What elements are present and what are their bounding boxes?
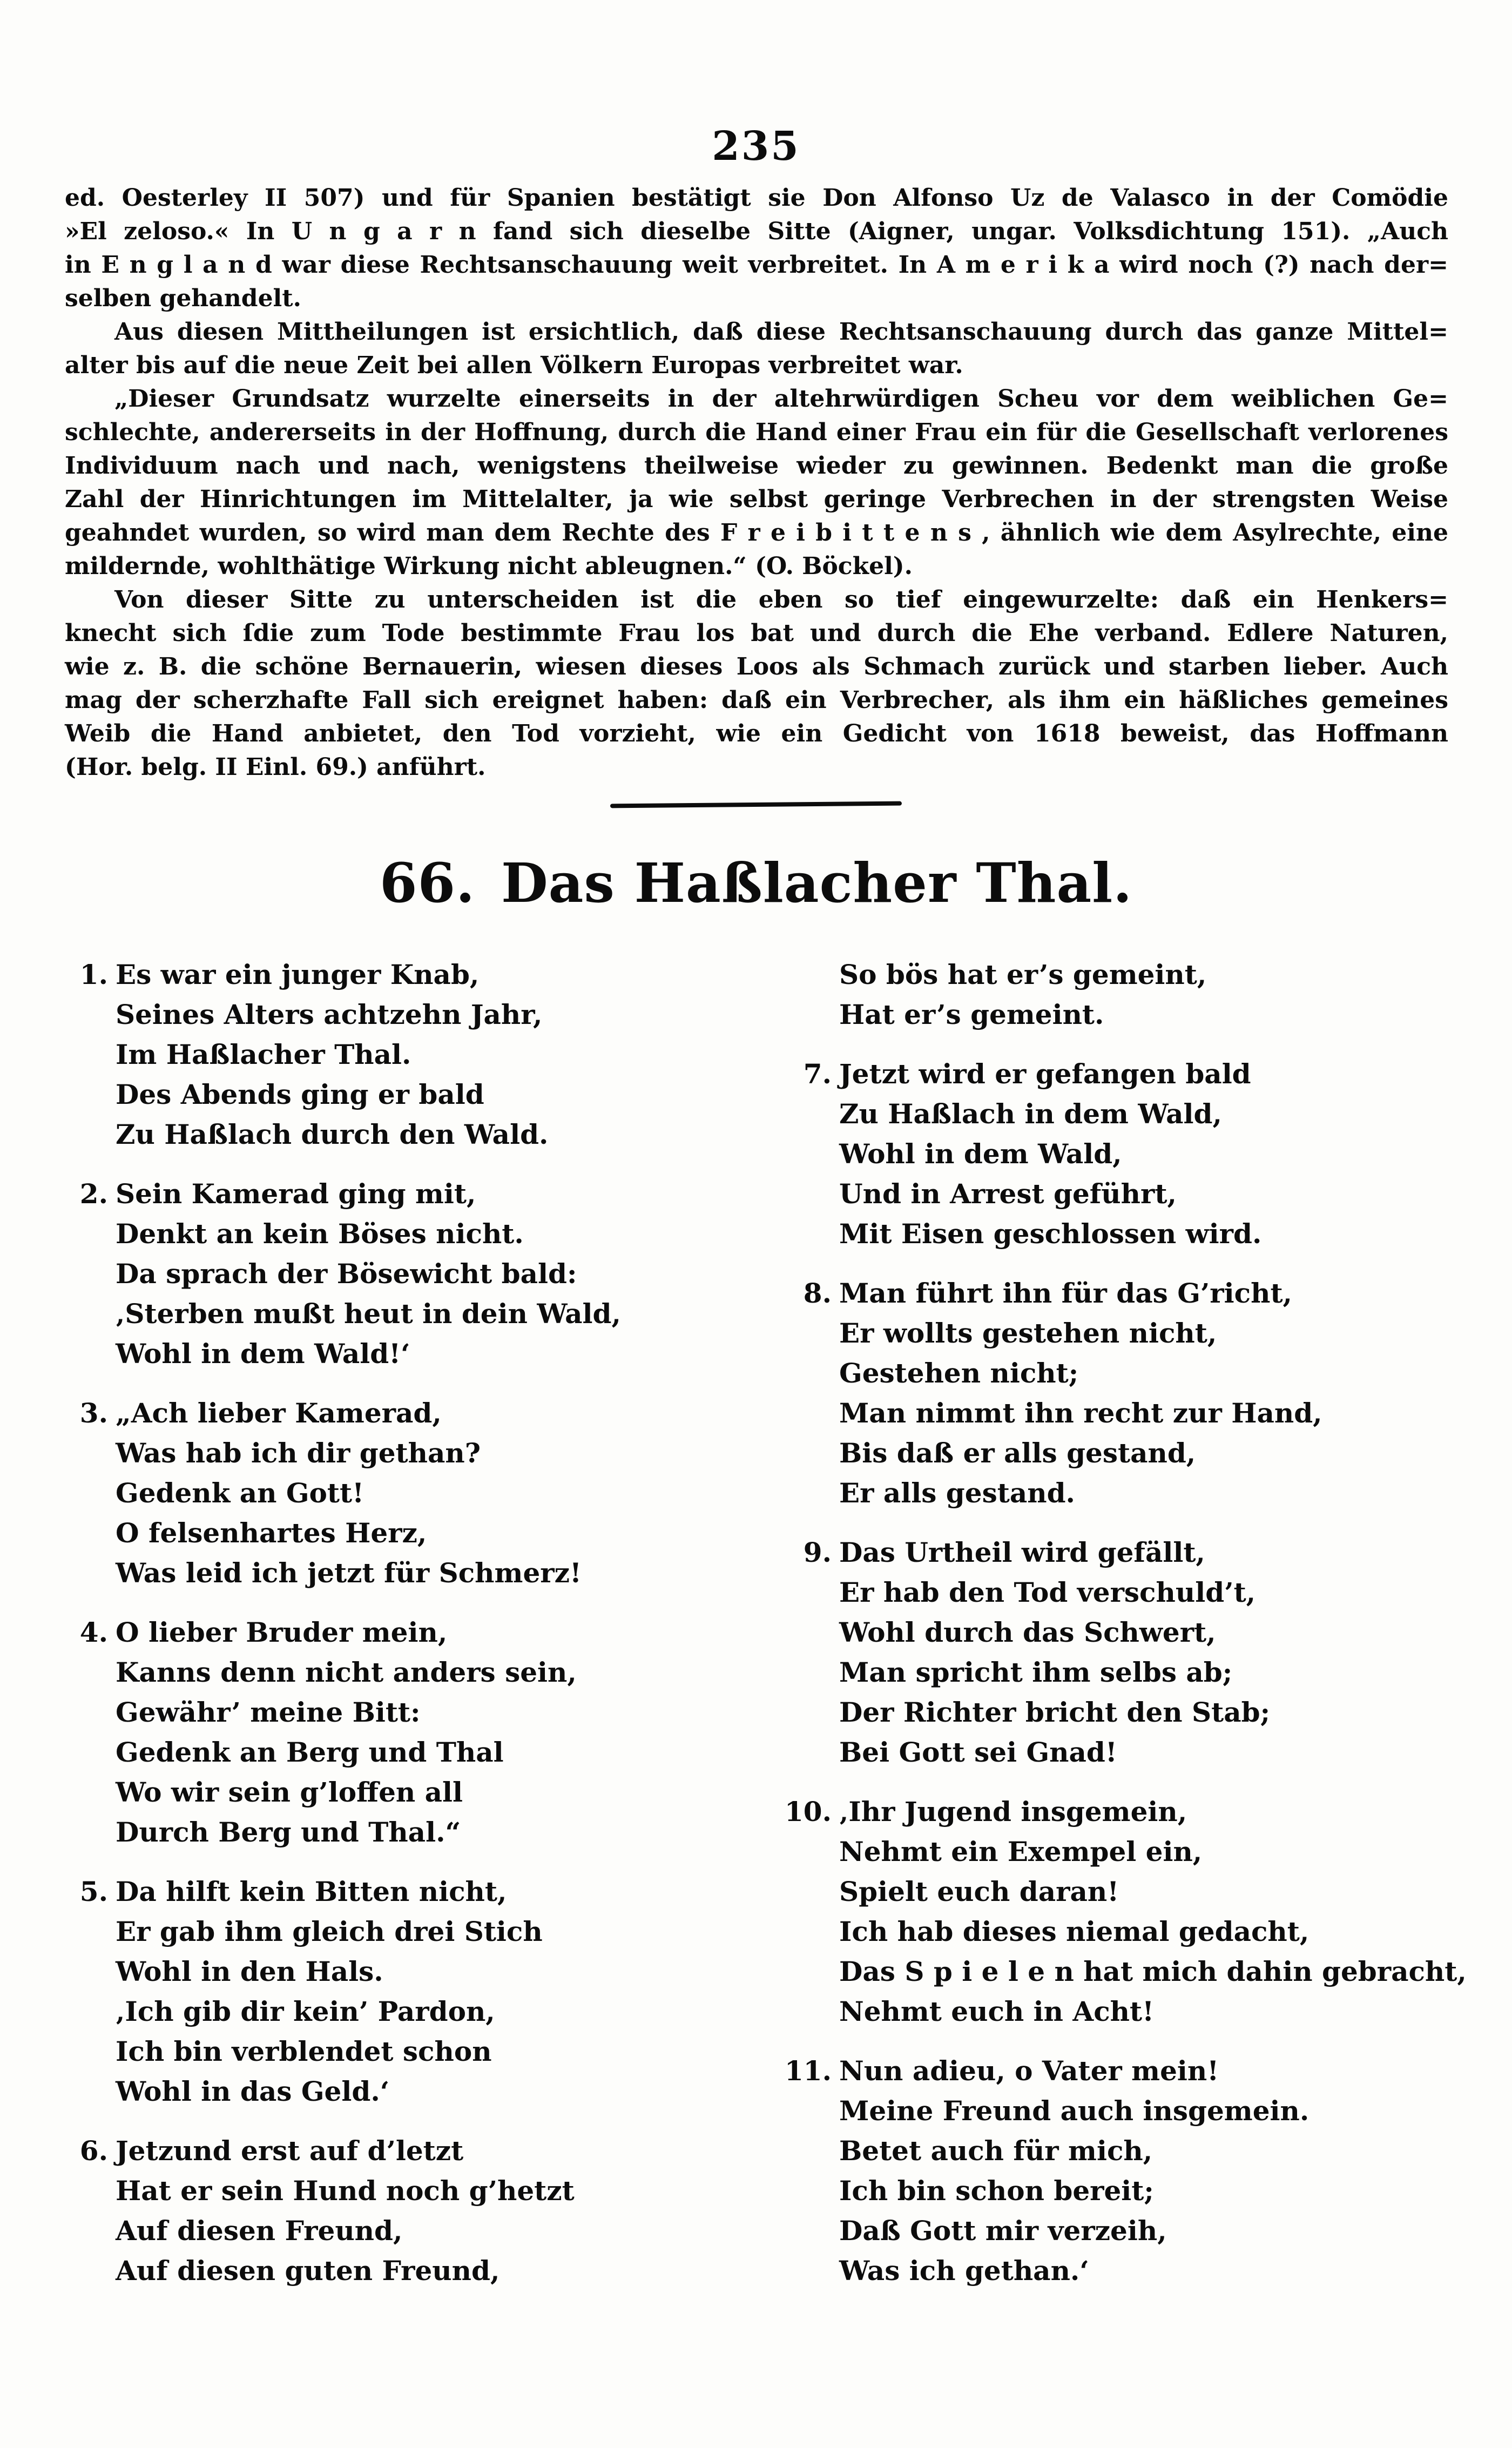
prose-line: (Hor. belg. II Einl. 69.) anführt. xyxy=(65,753,486,781)
prose-line: alter bis auf die neue Zeit bei allen Völkern Europas verbreitet war. xyxy=(65,352,963,379)
verse-10 xyxy=(772,1792,1496,2032)
verse-line: Man spricht ihm selbs ab; xyxy=(839,1656,1233,1688)
verse-line: Durch Berg und Thal.“ xyxy=(116,1816,461,1848)
verse-line: Was hab ich dir gethan? xyxy=(116,1437,481,1469)
verse-line: Wohl in das Geld.‘ xyxy=(116,2075,390,2107)
verse-line: Zu Haßlach durch den Wald. xyxy=(116,1118,549,1150)
verse-line: Betet auch für mich, xyxy=(839,2135,1153,2167)
verse-line: Nun adieu, o Vater mein! xyxy=(839,2055,1219,2087)
prose-line: selben gehandelt. xyxy=(65,285,301,312)
verse-line: Denkt an kein Böses nicht. xyxy=(116,1218,524,1250)
verse-line: Da hilft kein Bitten nicht, xyxy=(116,1876,507,1907)
verse-line: Ich bin verblendet schon xyxy=(116,2035,492,2067)
verse-number: 8. xyxy=(803,1277,832,1309)
verse-11 xyxy=(772,2051,1496,2291)
verse-number: 6. xyxy=(79,2135,108,2167)
verse-7 xyxy=(772,1054,1496,1254)
verse-line: Und in Arrest geführt, xyxy=(839,1178,1177,1210)
prose-line: „Dieser Grundsatz wurzelte einerseits in der altehrwürdigen Scheu vor dem weiblichen Ge= xyxy=(114,385,1448,413)
prose-line: mildernde, wohlthätige Wirkung nicht ableugnen.“ (O. Böckel). xyxy=(65,552,913,580)
verse-lines xyxy=(116,955,734,1155)
verse-5 xyxy=(49,1872,734,2112)
verse-line: Meine Freund auch insgemein. xyxy=(839,2095,1310,2127)
verse-4 xyxy=(49,1613,734,1852)
prose-line: Individuum nach und nach, wenigstens theilweise wieder zu gewinnen. Bedenkt man die große xyxy=(65,452,1448,480)
prose-line: Zahl der Hinrichtungen im Mittelalter, ja wie selbst geringe Verbrechen in der strengsten Weise xyxy=(65,485,1448,513)
verse-line: Bei Gott sei Gnad! xyxy=(839,1736,1117,1768)
prose-line: schlechte, andererseits in der Hoffnung, durch die Hand einer Frau ein für die Gesellschaft verlorenes xyxy=(65,419,1448,446)
verse-line: Kanns denn nicht anders sein, xyxy=(116,1656,577,1688)
verse-number: 7. xyxy=(803,1058,832,1090)
verse-line: Was ich gethan.‘ xyxy=(839,2255,1089,2287)
verse-2 xyxy=(49,1174,734,1374)
prose-line: wie z. B. die schöne Bernauerin, wiesen dieses Loos als Schmach zurück und starben lieber. Auch xyxy=(65,653,1448,680)
verse-line: Jetzt wird er gefangen bald xyxy=(839,1058,1251,1090)
verse-line: Ich hab dieses niemal gedacht, xyxy=(839,1916,1310,1947)
prose-line: Aus diesen Mittheilungen ist ersichtlich, daß diese Rechtsanschauung durch das ganze Mittel= xyxy=(114,318,1448,346)
verse-lines xyxy=(116,2131,734,2291)
verse-lines xyxy=(839,955,1496,1035)
verse-line: Wohl durch das Schwert, xyxy=(839,1616,1216,1648)
verse-number: 1. xyxy=(79,959,108,990)
verse-number: 3. xyxy=(79,1397,108,1429)
verse-line: „Ach lieber Kamerad, xyxy=(116,1397,442,1429)
verse-lines xyxy=(116,1393,734,1593)
prose-line: ed. Oesterley II 507) und für Spanien bestätigt sie Don Alfonso Uz de Valasco in der Comödie xyxy=(65,184,1448,212)
verse-number: 9. xyxy=(803,1536,832,1568)
prose-line: geahndet wurden, so wird man dem Rechte des F r e i b i t t e n s , ähnlich wie dem Asylrechte, eine xyxy=(65,519,1448,547)
verse-line: Auf diesen Freund, xyxy=(116,2215,403,2247)
song-title-text: Das Haßlacher Thal. xyxy=(501,851,1133,915)
verse-line: Man nimmt ihn recht zur Hand, xyxy=(839,1397,1322,1429)
verse-number: 10. xyxy=(785,1796,832,1827)
verse-number: 4. xyxy=(79,1616,108,1648)
verse-number: 5. xyxy=(79,1876,108,1907)
verse-line: ‚Sterben mußt heut in dein Wald, xyxy=(116,1298,621,1330)
verse-lines xyxy=(839,2051,1496,2291)
verse-line: Da sprach der Bösewicht bald: xyxy=(116,1258,577,1290)
verse-lines xyxy=(839,1533,1496,1772)
verse-line: Er wollts gestehen nicht, xyxy=(839,1317,1217,1349)
prose-line: in E n g l a n d war diese Rechtsanschauung weit verbreitet. In A m e r i k a wird noch (?) nach der= xyxy=(65,251,1448,279)
verse-column-right xyxy=(772,955,1496,2310)
page-number: 235 xyxy=(712,123,800,170)
verse-number: 2. xyxy=(79,1178,108,1210)
prose-line: Weib die Hand anbietet, den Tod vorzieht, wie ein Gedicht von 1618 beweist, das Hoffmann xyxy=(65,720,1448,747)
verse-lines xyxy=(116,1174,734,1374)
verse-line: Der Richter bricht den Stab; xyxy=(839,1696,1271,1728)
verse-line: Er gab ihm gleich drei Stich xyxy=(116,1916,543,1947)
verse-3 xyxy=(49,1393,734,1593)
prose-line: mag der scherzhafte Fall sich ereignet haben: daß ein Verbrecher, als ihm ein häßliches gemeines xyxy=(65,686,1448,714)
verse-line: Jetzund erst auf d’letzt xyxy=(116,2135,464,2167)
verse-number xyxy=(772,955,832,1035)
verse-line: Zu Haßlach in dem Wald, xyxy=(839,1098,1222,1130)
verse-line: O felsenhartes Herz, xyxy=(116,1517,427,1549)
prose-line: Von dieser Sitte zu unterscheiden ist die eben so tief eingewurzelte: daß ein Henkers= xyxy=(114,586,1448,613)
verse-line: Mit Eisen geschlossen wird. xyxy=(839,1218,1262,1250)
prose-block xyxy=(65,181,1448,784)
verse-line: Gewähr’ meine Bitt: xyxy=(116,1696,421,1728)
verse-lines xyxy=(116,1872,734,2112)
verse-line: Im Haßlacher Thal. xyxy=(116,1038,411,1070)
verse-line: Wohl in dem Wald!‘ xyxy=(116,1338,410,1370)
verse-line: So bös hat er’s gemeint, xyxy=(839,959,1207,990)
verse-line: Auf diesen guten Freund, xyxy=(116,2255,500,2287)
verse-1 xyxy=(49,955,734,1155)
verse-number: 11. xyxy=(785,2055,832,2087)
verse-line: ‚Ich gib dir kein’ Pardon, xyxy=(116,1995,495,2027)
verse-lines xyxy=(839,1792,1496,2032)
verse-line: Wohl in den Hals. xyxy=(116,1955,383,1987)
prose-line: »El zeloso.« In U n g a r n fand sich dieselbe Sitte (Aigner, ungar. Volksdichtung 151). „Auch xyxy=(65,218,1448,245)
song-number: 66. xyxy=(379,851,475,915)
verse-lines xyxy=(116,1613,734,1852)
verse-line: Das S p i e l e n hat mich dahin gebracht, xyxy=(839,1955,1467,1987)
verse-line: Wo wir sein g’loffen all xyxy=(116,1776,463,1808)
verse-line: Spielt euch daran! xyxy=(839,1876,1119,1907)
verse-line: Ich bin schon bereit; xyxy=(839,2175,1154,2207)
verse-line: Er alls gestand. xyxy=(839,1477,1075,1509)
verse-line: Gedenk an Berg und Thal xyxy=(116,1736,504,1768)
verse-line: Hat er sein Hund noch g’hetzt xyxy=(116,2175,575,2207)
verse-line: Was leid ich jetzt für Schmerz! xyxy=(116,1557,582,1589)
verse-line: Daß Gott mir verzeih, xyxy=(839,2215,1167,2247)
verse-6-continuation xyxy=(772,955,1496,1035)
verse-line: Nehmt euch in Acht! xyxy=(839,1995,1155,2027)
verse-line: Das Urtheil wird gefällt, xyxy=(839,1536,1205,1568)
verse-line: Hat er’s gemeint. xyxy=(839,999,1104,1030)
verse-line: Gestehen nicht; xyxy=(839,1357,1079,1389)
verse-9 xyxy=(772,1533,1496,1772)
verse-line: Sein Kamerad ging mit, xyxy=(116,1178,476,1210)
verse-line: Nehmt ein Exempel ein, xyxy=(839,1836,1203,1867)
verse-line: Bis daß er alls gestand, xyxy=(839,1437,1196,1469)
verse-8 xyxy=(772,1273,1496,1513)
verse-line: Wohl in dem Wald, xyxy=(839,1138,1122,1170)
verse-column-left xyxy=(49,955,734,2310)
verse-line: Gedenk an Gott! xyxy=(116,1477,364,1509)
song-heading xyxy=(0,851,1512,915)
verse-line: O lieber Bruder mein, xyxy=(116,1616,448,1648)
verse-line: Des Abends ging er bald xyxy=(116,1078,484,1110)
verse-line: Es war ein junger Knab, xyxy=(116,959,480,990)
verse-line: Seines Alters achtzehn Jahr, xyxy=(116,999,543,1030)
verse-lines xyxy=(839,1273,1496,1513)
verse-6 xyxy=(49,2131,734,2291)
prose-line: knecht sich ſdie zum Tode bestimmte Frau los bat und durch die Ehe verband. Edlere Naturen, xyxy=(65,619,1448,647)
verse-line: Er hab den Tod verschuld’t, xyxy=(839,1576,1256,1608)
verse-line: ‚Ihr Jugend insgemein, xyxy=(839,1796,1187,1827)
section-divider-rule xyxy=(610,801,902,808)
verse-lines xyxy=(839,1054,1496,1254)
verse-line: Man führt ihn für das G’richt, xyxy=(839,1277,1292,1309)
